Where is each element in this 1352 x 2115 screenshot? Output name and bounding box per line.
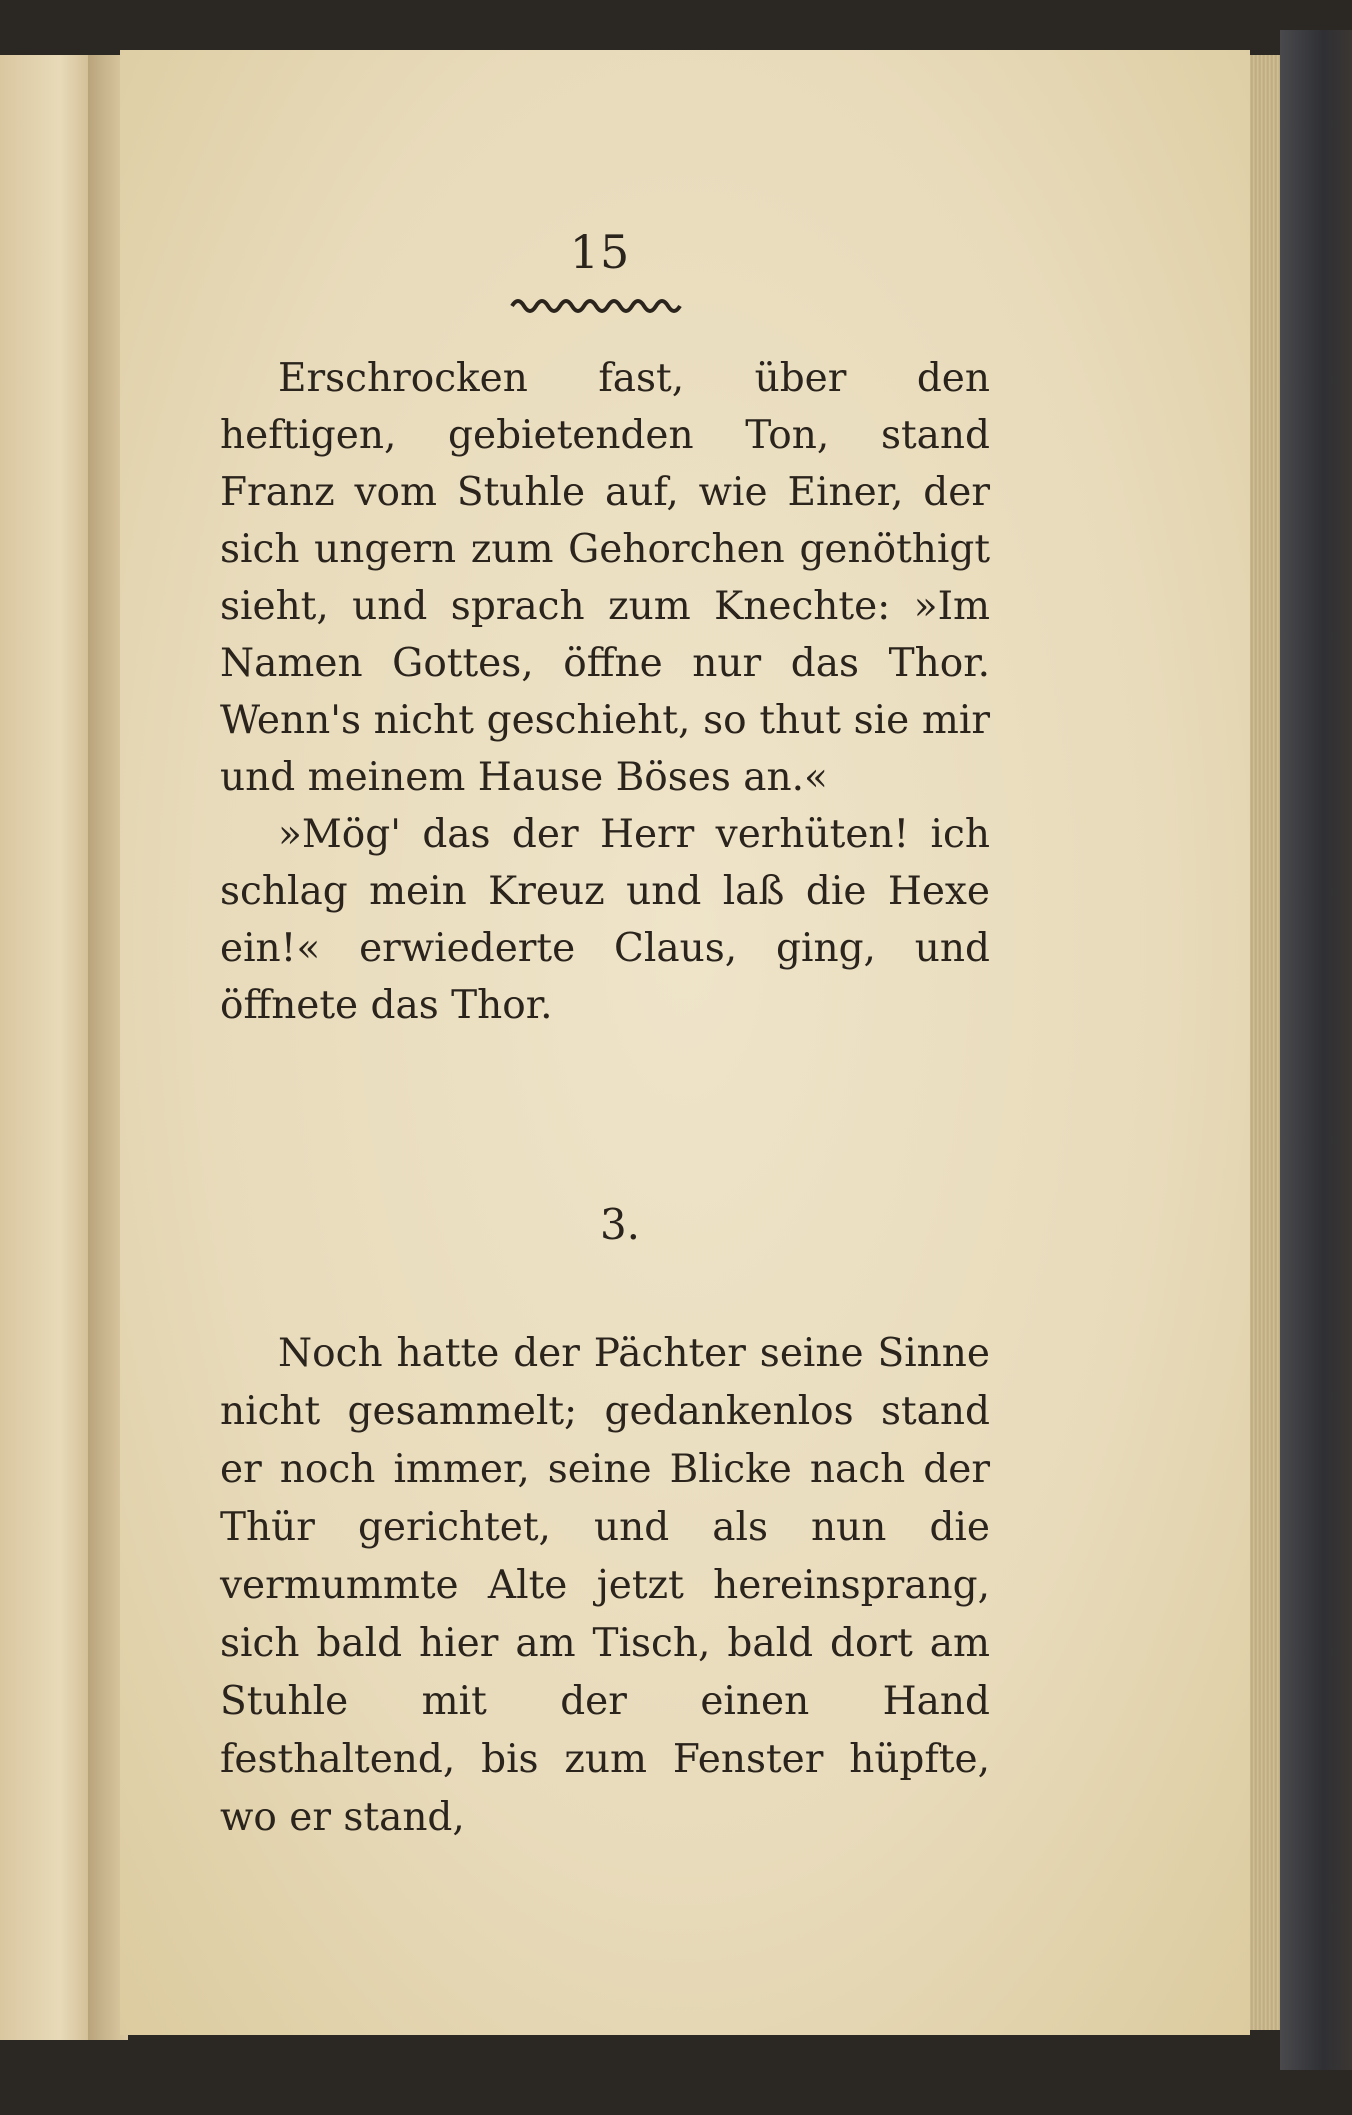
page-number: 15 [569, 225, 631, 279]
page-fore-edge [1250, 55, 1280, 2030]
paragraph-text: »Mög' das der Herr verhüten! ich schlag mein Kreuz und laß die Hexe ein!« erwiederte Claus, ging, und öffnete das Thor. [220, 812, 990, 1028]
book-cover-edge [1280, 30, 1352, 2070]
wavy-rule-ornament [510, 292, 690, 314]
paragraph-3 [220, 1325, 990, 1847]
section-heading: 3. [599, 1200, 641, 1249]
paragraph-text: Erschrocken fast, über den heftigen, gebietenden Ton, stand Franz vom Stuhle auf, wie Einer, der sich ungern zum Gehorchen genöthigt sieht, und sprach zum Knechte: »Im Namen Gottes, öffne nur das Thor. Wenn's nicht geschieht, so thut sie mir und meinem Hause Böses an.« [220, 356, 990, 800]
left-page-edge [0, 55, 100, 2040]
paragraph-2 [220, 806, 990, 1034]
paragraph-1 [220, 350, 990, 806]
paragraph-text: Noch hatte der Pächter seine Sinne nicht gesammelt; gedankenlos stand er noch immer, seine Blicke nach der Thür gerichtet, und als nun die vermummte Alte jetzt hereinsprang, sich bald hier am Tisch, bald dort am Stuhle mit der einen Hand festhaltend, bis zum Fenster hüpfte, wo er stand, [220, 1331, 990, 1840]
